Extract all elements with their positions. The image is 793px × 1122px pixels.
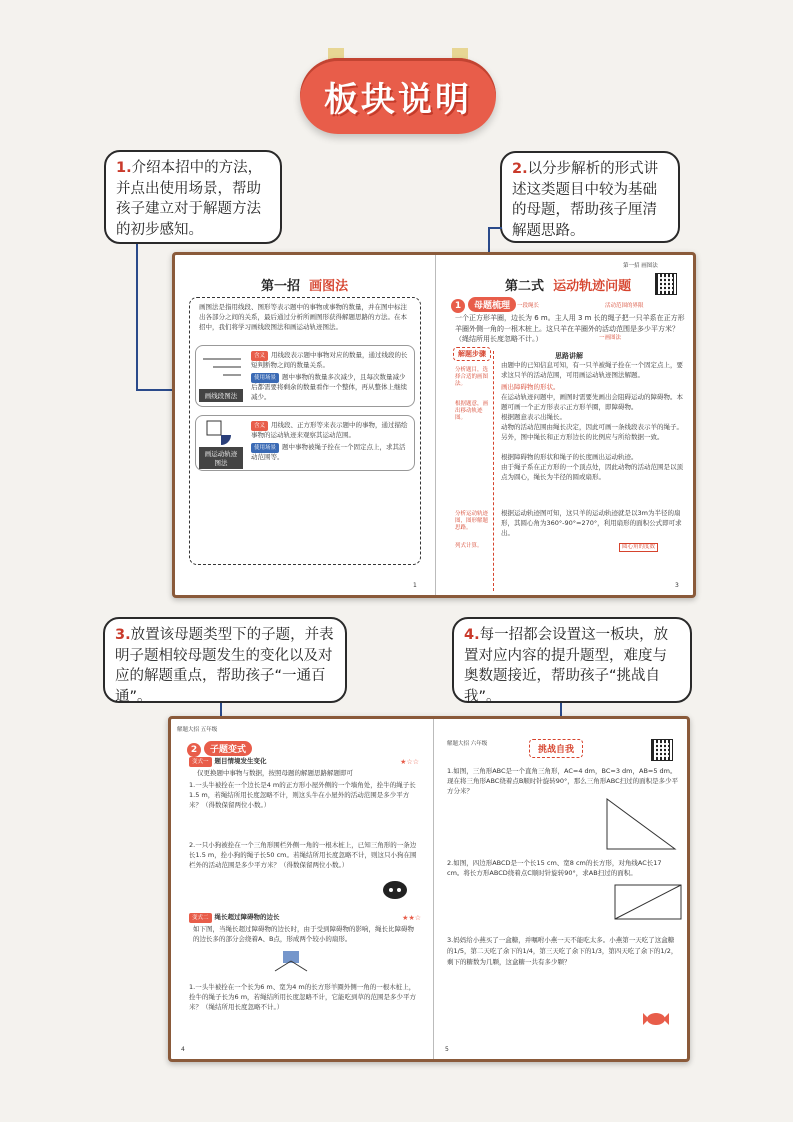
steps-guide-line xyxy=(493,351,494,591)
challenge-tag: 挑战自我 xyxy=(529,739,583,758)
method2-meaning: 含义 用线段、正方形等来表示题中的事物，通过描绘事物的运动轨迹来观察其运动范围。 xyxy=(251,421,408,440)
book-spread-1 xyxy=(172,252,696,598)
cartoon-sheep-icon xyxy=(381,879,409,901)
variant-description: 如下图，当绳长超过障碍物的边长时，由于受到障碍物的影响，绳长比障碍物的边长多的部分会绕着A、B点，形成两个较小的扇形。 xyxy=(193,925,414,943)
callout-text: 介绍本招中的方法，并点出使用场景，帮助孩子建立对于解题方法的初步感知。 xyxy=(116,160,263,238)
segment-diagram-icon xyxy=(201,353,243,383)
method2-scenario: 使用场景 题中事物被绳子拴在一个固定点上，求其活动范围等。 xyxy=(251,443,406,462)
callout-number: 4. xyxy=(464,627,480,643)
step-side-note: 根据题意，画出移动轨迹图。 xyxy=(455,401,489,422)
mother-problem-text: 一个正方形羊圈，边长为 6 m。主人用 3 m 长的绳子把一只羊系在正方形羊圈外侧一角的一根木桩上。这只羊在羊圈外的活动范围是多少平方米？（绳结所用长度忽略不计。） xyxy=(455,314,685,343)
qr-code-icon xyxy=(651,739,673,761)
connector-line xyxy=(136,244,138,390)
step-side-note: 列式计算。 xyxy=(455,543,483,549)
variant-description: 仅更换题中事物与数据，按照母题的解题思路解题即可 xyxy=(197,769,353,777)
step-side-note: 分析题目，选择合适的画图法。 xyxy=(455,367,489,388)
method1-meaning: 含义 用线段表示题中事物对应的数量，通过线段的长短判断物之间的数量关系。 xyxy=(251,351,408,370)
question: 3.妈妈给小燕买了一盒糖，并嘱咐小燕一天不能吃太多。小燕第一天吃了这盒糖的1/5，第二天吃了余下的1/4，第三天吃了余下的1/3，第四天吃了余下的1/2，剩下的糖数为几颗，这盒糖一共有多少颗？ xyxy=(447,936,678,967)
page-header: 解题大招 六年级 xyxy=(447,741,488,747)
question: 1.一头牛被拴在一个边长是4 m的正方形小屋外侧的一个墙角处，拴牛的绳子长1.5 m，若绳结所用长度忽略不计，则这头牛在小屋外的活动范围是多少平方米？（得数保留两位小数。） xyxy=(189,781,416,809)
callout-text: 放置该母题类型下的子题，并表明子题相较母题发生的变化以及对应的解题重点，帮助孩子“一通百通”。 xyxy=(115,627,334,705)
book-spine xyxy=(435,255,436,595)
difficulty-stars: ★☆☆ xyxy=(400,758,419,766)
callout-text: 以分步解析的形式讲述这类题目中较为基础的母题，帮助孩子厘清解题思路。 xyxy=(512,161,659,239)
paragraph: 根据运动轨迹图可知，这只羊的运动轨迹就是以3m为半径的扇形，其圆心角为360°-90°=270°，利用扇形的面积公式即可求出。 xyxy=(501,509,682,537)
page-number: 5 xyxy=(445,1046,449,1053)
callout-number: 2. xyxy=(512,161,528,177)
callout-3 xyxy=(103,617,347,703)
motion-diagram-icon xyxy=(205,419,233,445)
paragraph: 动物的活动范围由绳长决定，因此可画一条线段表示羊的绳子。另外，图中绳长和正方形边长的比例应与所给数据一致。 xyxy=(501,423,683,441)
method1-scenario: 使用场景 题中事物的数量多次减少，且每次数量减少后都需要将剩余的数量看作一个整体，再从整体上继续减少。 xyxy=(251,373,407,401)
intro-text: 画图法是指用线段、图形等表示题中的事物或事物的数量，并在图中标注出各部分之间的关系，最后通过分析所画图形获得解题思路的方法。在本招中，我们将学习画线段图法和画运动轨迹图法。 xyxy=(199,303,407,331)
connector-line xyxy=(488,227,502,229)
question: 1.一头牛被拴在一个长为6 m、宽为4 m的长方形羊圈外侧一角的一根木桩上，拴牛的绳子长为6 m，若绳结所用长度忽略不计，它能吃到草的范围是多少平方米？（绳结所用长度忽略不计。） xyxy=(189,983,417,1011)
candy-icon xyxy=(641,1011,671,1027)
obstacle-diagram xyxy=(271,947,311,975)
mother-problem-tag: 1 母题梳理 xyxy=(451,293,516,313)
page-title: 板块说明 xyxy=(324,79,472,120)
annotation: 一画图法 xyxy=(599,335,622,341)
variant-heading: 变式一 题目情境发生变化 ★☆☆ xyxy=(189,757,419,768)
book-spine xyxy=(433,719,434,1059)
callout-1 xyxy=(104,150,282,244)
paragraph: 在运动轨迹问题中，画图时需要先画出会阻碍运动的障碍物。本题可画一个正方形表示正方形羊圈，即障碍物。 xyxy=(501,393,683,411)
book-spread-2 xyxy=(168,716,690,1062)
method2-label: 画运动轨迹图法 xyxy=(199,447,243,469)
section-title: 第二式 运动轨迹问题 xyxy=(505,279,632,294)
variant-heading: 变式二 绳长超过障碍物的边长 ★★☆ xyxy=(189,913,421,924)
rectangle-figure xyxy=(611,881,685,923)
child-problem-tag: 2 子题变式 xyxy=(187,737,252,757)
callout-number: 1. xyxy=(116,160,132,176)
question: 1.如图，三角形ABC是一个直角三角形，AC=4 dm，BC=3 dm，AB=5 dm。现在将三角形ABC绕着点B顺时针旋转90°，那么三角形ABC扫过的面积是多少平方分米？ xyxy=(447,767,679,795)
step-heading: 根据题意表示出绳长。 xyxy=(501,413,566,421)
step-heading: 根据障碍物的形状和绳子的长度画出运动轨迹。 xyxy=(501,453,638,461)
steps-tag: 解题步骤 xyxy=(453,347,491,361)
callout-2 xyxy=(500,151,680,243)
title-banner-wrap xyxy=(300,58,496,134)
annotation: 一段绳长 xyxy=(517,303,540,309)
paragraph: 由题中的已知信息可知，有一只羊被绳子拴在一个固定点上，要求这只羊的活动范围，可用画运动轨迹图法解题。 xyxy=(501,361,683,379)
question: 2.一只小狗被拴在一个三角形围栏外侧一角的一根木桩上，已知三角形的一条边长1.5 m，拴小狗的绳子长50 cm。若绳结所用长度忽略不计，则这只小狗在围栏外的活动范围是多少平方米？（得数保留两位小数。） xyxy=(189,841,417,869)
title-banner xyxy=(300,58,496,134)
page-header: 第一招 画图法 xyxy=(623,263,658,269)
page-number: 1 xyxy=(413,582,417,589)
callout-number: 3. xyxy=(115,627,131,643)
question: 2.如图，四边形ABCD是一个长15 cm、宽8 cm的长方形，对角线AC长17 cm。将长方形ABCD绕着点C顺时针旋转90°，求AB扫过的面积。 xyxy=(447,859,662,877)
page-number: 3 xyxy=(675,582,679,589)
formula-annotation: 圆心角的度数 xyxy=(619,543,658,552)
callout-4 xyxy=(452,617,692,703)
step-side-note: 分析运动轨迹图，图形解题思路。 xyxy=(455,511,489,532)
page-header: 解题大招 五年级 xyxy=(177,727,218,733)
step-heading: 画出障碍物的形状。 xyxy=(501,383,560,391)
section-title: 第一招 画图法 xyxy=(261,279,349,294)
annotation: 活动范围的界限 xyxy=(605,303,644,309)
qr-code-icon xyxy=(655,273,677,295)
page-number: 4 xyxy=(181,1046,185,1053)
thinking-heading: 思路讲解 xyxy=(555,352,583,360)
difficulty-stars: ★★☆ xyxy=(402,914,421,922)
triangle-figure xyxy=(601,795,681,853)
callout-text: 每一招都会设置这一板块，放置对应内容的提升题型，难度与奥数题接近，帮助孩子“挑战自我”。 xyxy=(464,627,669,705)
method1-label: 画线段图法 xyxy=(199,389,243,402)
paragraph: 由于绳子系在正方形的一个顶点处，因此动物的活动范围是以顶点为圆心，绳长为半径的圆或扇形。 xyxy=(501,463,683,481)
